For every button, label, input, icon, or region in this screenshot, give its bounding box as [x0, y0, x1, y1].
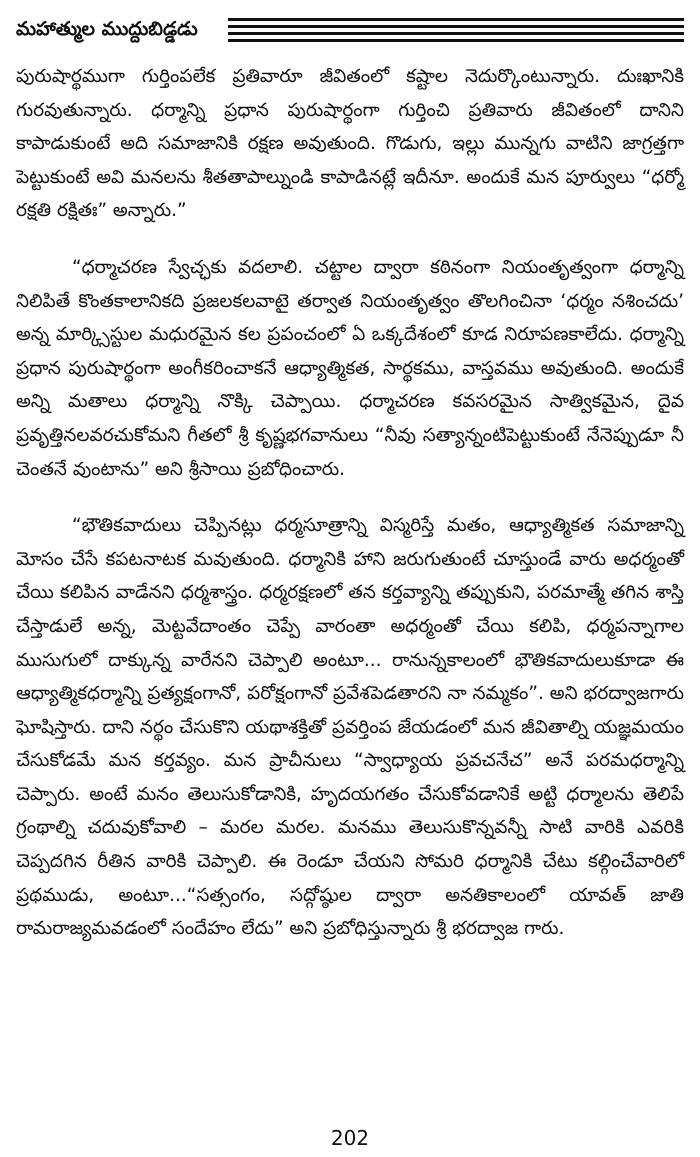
header-rule-lines — [228, 18, 684, 46]
header-rule — [228, 25, 684, 28]
header-rule — [228, 18, 684, 21]
paragraph-3: “భౌతికవాదులు చెప్పినట్లు ధర్మసూత్రాన్ని విస్మరిస్తే మతం, ఆధ్యాత్మికత సమాజాన్ని మోసం చేసే కపటనాటక మవుతుంది. ధర్మానికి హాని జరుగుతుంటే చూస్తుండే వారు అధర్మంతో చేయి కలిపిన వాడేనని ధర్మశాస్త్రం. ధర్మరక్షణలో తన కర్తవ్యాన్ని తప్పుకుని, పరమాత్మే తగిన శాస్తి చేస్తాడులే అన్న, మెట్టవేదాంతం చెప్పే వారంతా అధర్మంతో చేయి కలిపి, ధర్మపన్నాగాల ముసుగులో దాక్కున్న వారేనని చెప్పాలి అంటూ... రానున్నకాలంలో భౌతికవాదులుకూడా ఈ ఆధ్యాత్మికధర్మాన్ని ప్రత్యక్షంగానో, పరోక్షంగానో ప్రవేశపెడతారని నా నమ్మకం”. అని భరద్వాజగారు ఘోషిస్తారు. దాని నర్థం చేసుకొని యథాశక్తితో ప్రవర్తింప జేయడంలో మన జీవితాల్ని యజ్ఞమయం చేసుకోడమే మన కర్తవ్యం. మన ప్రాచీనులు “స్వాధ్యాయ ప్రవచనేచ” అనే పరమధర్మాన్ని చెప్పారు. అంటే మనం తెలుసుకోడానికి, హృదయగతం చేసుకోవడానికే అట్టి ధర్మాలను తెలిపే గ్రంథాల్ని చదువుకోవాలి – మరల మరల. మనము తెలుసుకొన్నవన్నీ సాటి వారికి ఎవరికి చెప్పదగిన రీతిన వారికి చెప్పాలి. ఈ రెండూ చేయని సోమరి ధర్మానికి చేటు కల్గించేవారిలో ప్రథముడు, అంటూ...“సత్సంగం, సద్గోష్ఠుల ద్వారా అనతికాలంలో యావత్ జాతి రామరాజ్యమవడంలో సందేహం లేదు” అని ప్రబోధిస్తున్నారు శ్రీ భరద్వాజ గారు. — [16, 515, 684, 940]
paragraph-gap — [16, 486, 684, 509]
running-header — [16, 14, 684, 54]
header-rule — [228, 39, 684, 42]
header-rule — [228, 32, 684, 35]
running-title: మహాత్ముల ముద్దుబిడ్డడు — [16, 18, 198, 40]
paragraph-2: “ధర్మాచరణ స్వేచ్ఛకు వదలాలి. చట్టాల ద్వారా కఠినంగా నియంతృత్వంగా ధర్మాన్ని నిలిపితే కొంతకాలానికది ప్రజలకలవాటై తర్వాత నియంతృత్వం తొలగించినా ‘ధర్మం నశించదు’ అన్న మార్క్సిస్టుల మధురమైన కల ప్రపంచంలో ఏ ఒక్కదేశంలో కూడ నిరూపణకాలేదు. ధర్మాన్ని ప్రధాన పురుషార్థంగా అంగీకరించాకనే ఆధ్యాత్మికత, సార్థకము, వాస్తవము అవుతుంది. అందుకే అన్ని మతాలు ధర్మాన్ని నొక్కి చెప్పాయి. ధర్మాచరణ కవసరమైన సాత్వికమైన, దైవ ప్రవృత్తినలవరచుకోమని గీతలో శ్రీ కృష్ణభగవానులు “నీవు సత్యాన్నంటిపెట్టుకుంటే నేనెప్పుడూ నీ చెంతనే వుంటాను” అని శ్రీసాయి ప్రబోధించారు. — [16, 256, 684, 480]
page-body — [16, 60, 684, 946]
page-number: 202 — [330, 1126, 370, 1150]
paragraph-gap — [16, 228, 684, 251]
paragraph-1: పురుషార్థముగా గుర్తింపలేక ప్రతివారూ జీవితంలో కష్టాల నెదుర్కొంటున్నారు. దుఃఖానికి గురవుతున్నారు. ధర్మాన్ని ప్రధాన పురుషార్థంగా గుర్తించి ప్రతివారు జీవితంలో దానిని కాపాడుకుంటే అది సమాజానికి రక్షణ అవుతుంది. గొడుగు, ఇల్లు మున్నగు వాటిని జాగ్రత్తగా పెట్టుకుంటే అవి మనలను శీతతాపాల్నుండి కాపాడినట్లే ఇదీనూ. అందుకే మన పూర్వులు “ధర్మో రక్షతి రక్షితః” అన్నారు.” — [16, 66, 684, 222]
